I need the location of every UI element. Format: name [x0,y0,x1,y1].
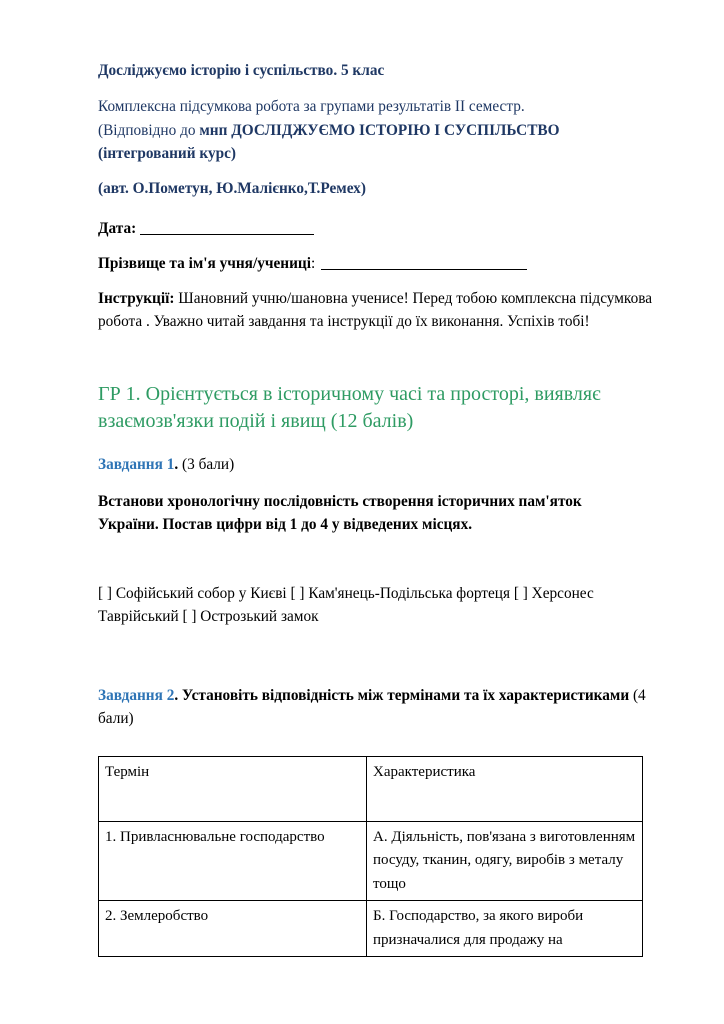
table-row [99,821,643,901]
task-2-points: (4 бали) [98,686,646,727]
task-2-prompt: Установіть відповідність між термінами та їх характеристиками [178,686,630,704]
task-2-label [98,684,654,730]
task-2-tag-dot: . [174,686,179,704]
table-cell-term-1: 1. Привласнювальне господарство [99,821,367,901]
table-row [99,901,643,957]
task-2-tag: Завдання 2 [98,686,175,704]
date-field-row [98,217,654,240]
table-cell-characteristic-1: А. Діяльність, пов'язана з виготовленням посуду, тканин, одягу, виробів з металу тощо [367,821,643,901]
document-subtitle [98,95,654,166]
subtitle-line-2-emphasis: мнп ДОСЛІДЖУЄМО ІСТОРІЮ І СУСПІЛЬСТВО (інтегрований курс) [98,121,560,162]
instructions-body: Шановний учню/шановна учениce! Перед тобою комплексна підсумкова робота . Уважно читай завдання та інструкції до їх виконання. Успіхів тобі! [98,289,653,330]
task-1-points: (3 бали) [178,455,235,473]
table-header-row [99,756,643,821]
table-header-characteristic: Характеристика [367,756,643,821]
task-1-tag: Завдання 1 [98,455,175,473]
subtitle-line-1: Комплексна підсумкова робота за групами результатів ІІ семестр. [98,98,525,115]
date-field-input[interactable] [140,234,314,235]
task-1-label [98,453,654,476]
table-header-term: Термін [99,756,367,821]
task-1-tag-dot: . [174,455,179,473]
date-field-label: Дата: [98,219,137,237]
table-cell-characteristic-2: Б. Господарство, за якого вироби призначалися для продажу на [367,901,643,957]
subtitle-line-2 [98,119,654,166]
student-name-field-separator: : [310,254,316,272]
group-result-heading: ГР 1. Орієнтується в історичному часі та просторі, виявляє взаємозв'язки подій і явищ (12 балів) [98,382,601,432]
instructions-paragraph [98,287,654,334]
document-authors: (авт. О.Пометун, Ю.Малієнко,Т.Ремех) [98,179,366,197]
table-cell-term-2: 2. Землеробство [99,901,367,957]
matching-table [98,756,643,958]
task-1-answer-options[interactable]: [ ] Софійський собор у Києві [ ] Кам'янець-Подільська фортеця [ ] Херсонес Таврійський [ ] Острозький замок [98,584,594,625]
subtitle-line-2-prefix: (Відповідно до [98,121,200,139]
document-title: Досліджуємо історію і суспільство. 5 клас [98,62,385,79]
student-name-field-row [98,252,654,275]
student-name-field-input[interactable] [321,269,527,270]
task-1-prompt: Встанови хронологічну послідовність створення історичних пам'яток України. Постав цифри від 1 до 4 у відведених місцях. [98,492,582,533]
student-name-field-label: Прізвище та ім'я учня/учениці [98,254,311,272]
instructions-label: Інструкції: [98,289,175,307]
